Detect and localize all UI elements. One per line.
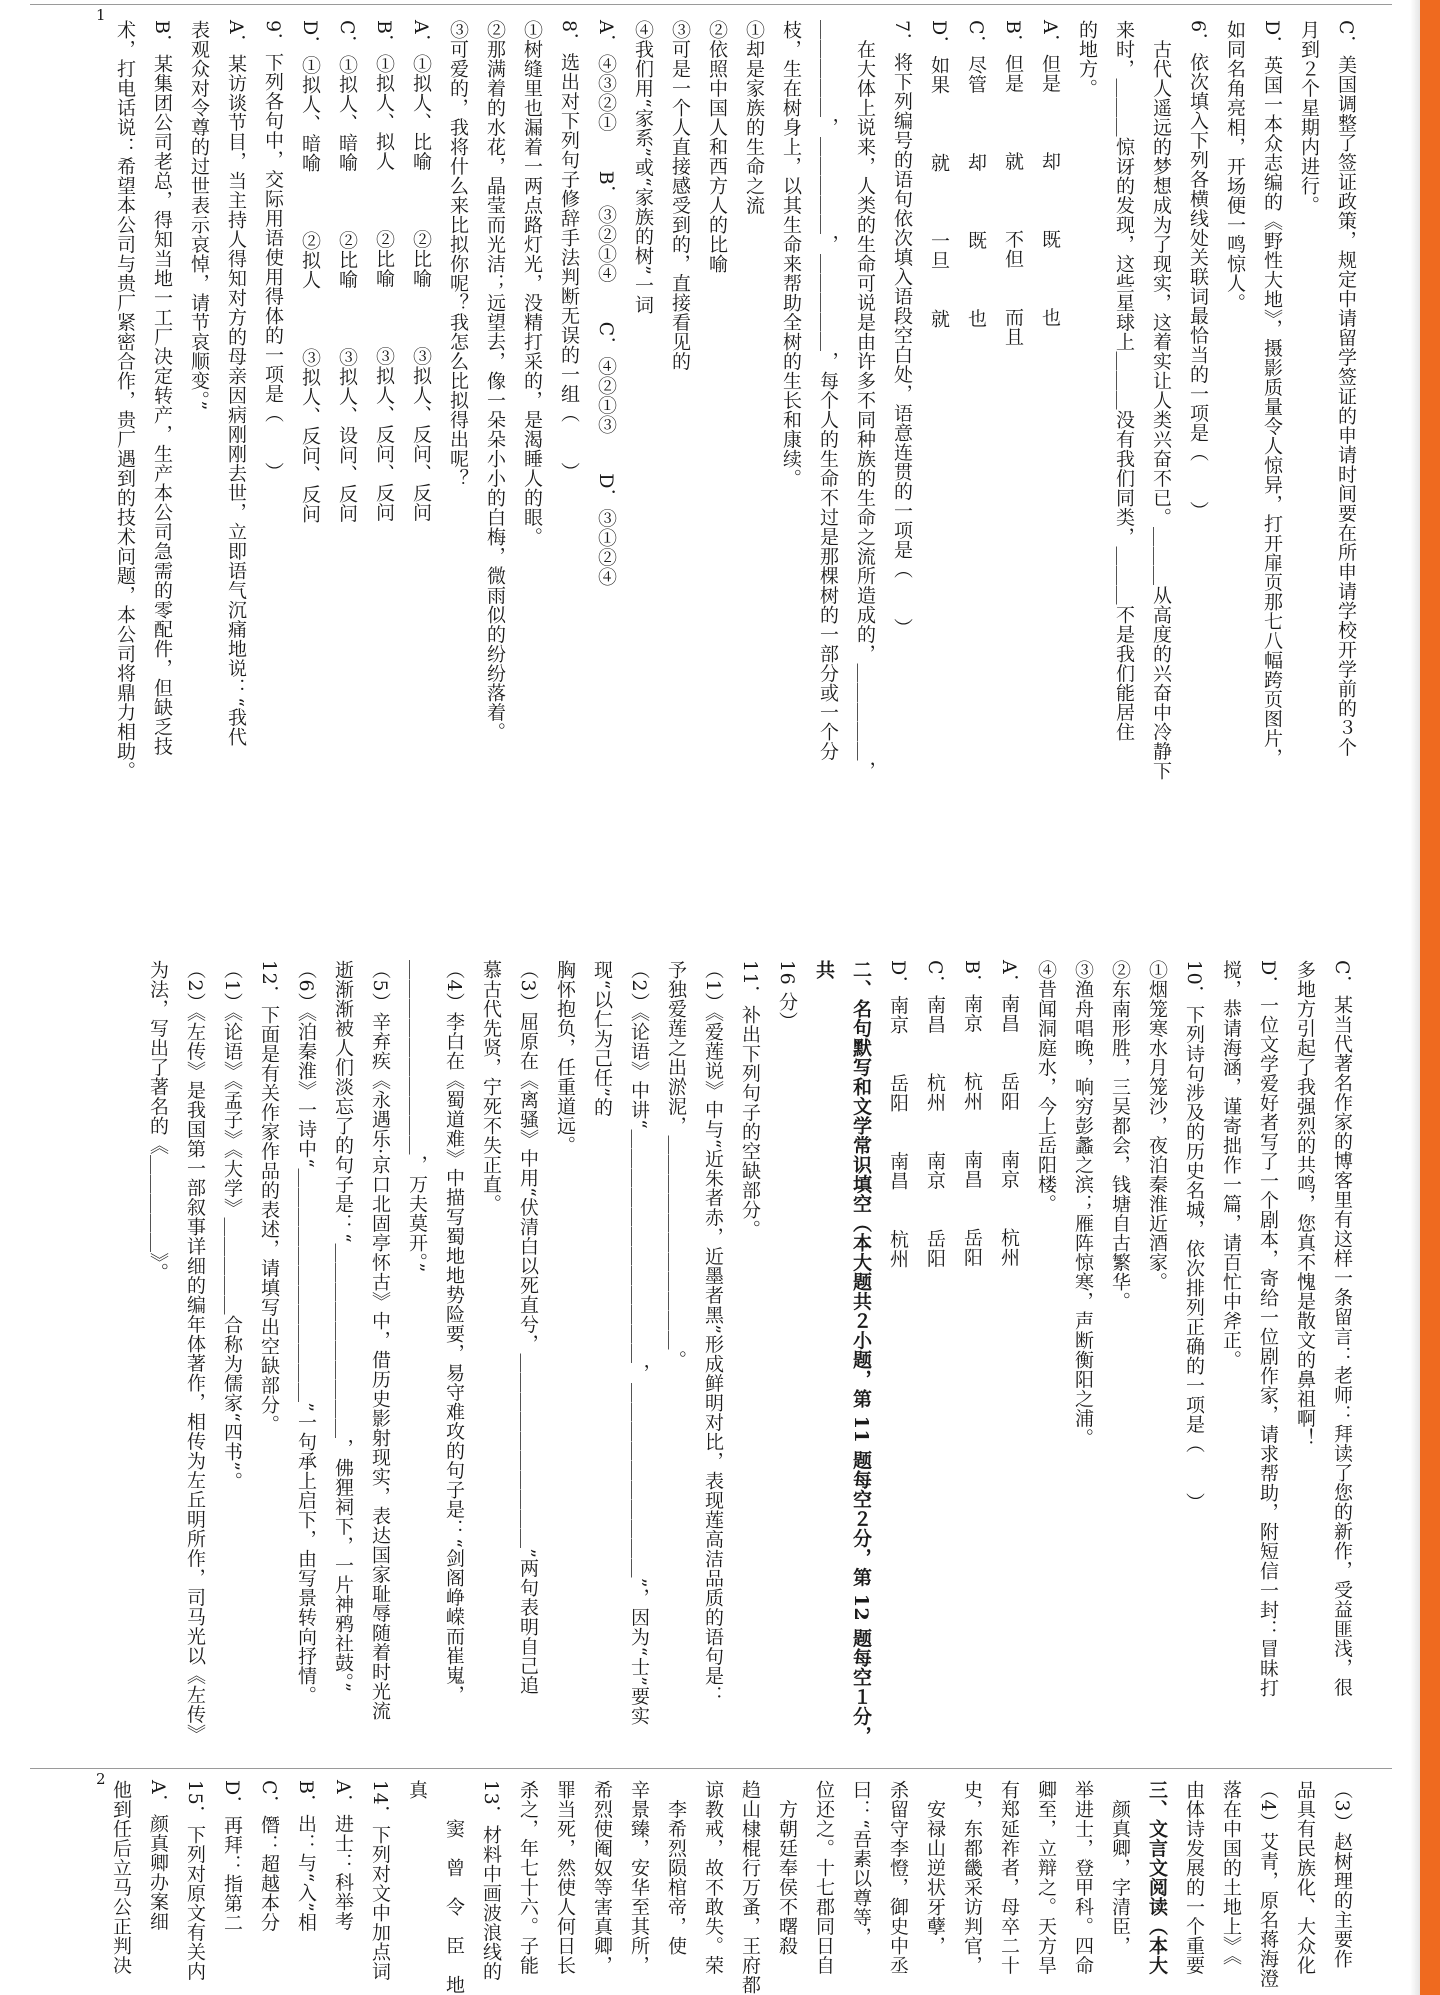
option-line: C．僭：超越本分 [258,1780,280,1932]
text-line: 方朝廷奉侯不曙殺 [776,1780,798,1956]
text-line: 在大体上说来，人类的生命可说是由许多不同种族的生命之流所造成的，＿＿＿＿＿， [854,20,876,781]
text-line: C．美国调整了签证政策，规定中请留学签证的申请时间要在所申请学校开学前的３个 [1335,20,1357,757]
section-3-heading: 三、文言文阅读（本大 [1146,1780,1168,1975]
text-line: 枝，生在树身上，以其生命来帮助全树的生长和康续。 [780,20,802,488]
text-line: 由体诗发展的一个重要 [1183,1780,1205,1975]
text-line: 16 分） [776,960,798,1031]
text-line: 罪当死，然使人何日长 [554,1780,576,1975]
text-line: ②那满着的水花，晶莹而光洁；远望去，像一朵朵小小的白梅，微雨似的纷纷落着。 [484,20,506,742]
text-line: A．某访谈节目，当主持人得知对方的母亲因病刚刚去世，立即语气沉痛地说：“我代 [225,20,247,747]
question-6: 6．依次填入下列各横线处关联词最恰当的一项是（ ） [1187,20,1209,521]
option-line: D．①拟人、暗喻 ②拟人 ③拟人、反问、反问 [299,20,321,524]
text-line: （3）屈原在《离骚》中用“伏清白以死直兮，＿＿＿＿＿＿＿＿＿＿”两句表明自己追 [517,960,539,1696]
text-line: 杀留守李憕，御史中丞 [887,1780,909,1975]
text-line: （1）《论语》《孟子》《大学》＿＿＿＿＿合称为儒家“四书”。 [221,960,243,1492]
text-line: 举进士，登甲科。四命 [1072,1780,1094,1975]
option-line: B．出：与“入”相 [295,1780,317,1932]
option-line: A．④③②① B．③②①④ C．④②①③ D．③①②④ [595,20,617,587]
text-line: 颜真卿，字清臣， [1109,1780,1131,1956]
text-line: （4）李白在《蜀道难》中描写蜀地地势险要，易守难攻的句子是：“剑阁峥嵘而崔嵬， [443,960,465,1705]
option-line: A．南昌 岳阳 南京 杭州 [998,960,1020,1267]
text-line: 位还之。十七郡同日自 [813,1780,835,1975]
option-line: A．①拟人、比喻 ②比喻 ③拟人、反问、反问 [410,20,432,522]
text-line: 窦 曾 令 臣 地 真 [406,1780,465,1995]
text-line: ②东南形胜，三吴都会，钱塘自古繁华。 [1109,960,1131,1311]
text-line: ＿＿＿＿＿＿＿＿＿＿，万夫莫开。” [406,960,428,1273]
option-line: B．但是 就 不但 而且 [1002,20,1024,347]
option-line: D．如果 就 一旦 就 [928,20,950,329]
text-line: ①树缝里也漏着一两点路灯光，没精打采的，是渴睡人的眼。 [521,20,543,547]
text-line: ④昔闻洞庭水，今上岳阳楼。 [1035,960,1057,1214]
text-line: ③可爱的，我将什么来比拟你呢？我怎么比拟得出呢？ [447,20,469,488]
option-line: C．尽管 却 既 也 [965,20,987,328]
option-line: A．颜真卿办案细 [147,1780,169,1931]
question-10: 10．下列诗句涉及的历史名城，依次排列正确的一项是（ ） [1183,960,1205,1512]
option-line: B．南京 杭州 南昌 岳阳 [961,960,983,1267]
text-line: 希烈使阉奴等害真卿， [591,1780,613,1975]
text-line: 慕古代先贤，宁死不失正直。 [480,960,502,1214]
text-line: ②依照中国人和西方人的比喻 [706,20,728,274]
text-line: C．某当代著名作家的博客里有这样一条留言：老师：拜读了您的新作，受益匪浅，很 [1331,960,1353,1697]
text-line: （4）艾青，原名蒋海澄 [1257,1780,1279,1988]
text-line: 史，东都畿采访判官， [961,1780,983,1975]
page1-questions-9-12 [135,960,1360,1760]
page-edge-shadow [1410,0,1420,1995]
section-2-heading: 二、名句默写和文学常识填空（本大题共２小题，第 11 题每空２分，第 12 题每空１分，共 [813,960,872,1746]
page2-partial-column [110,1780,1360,1995]
text-line: D．一位文学爱好者写了一个剧本，寄给一位剧作家，请求帮助，附短信一封：冒昧打 [1257,960,1279,1698]
option-line: D．再拜：指第二 [221,1780,243,1933]
text-line: （3）赵树理的主要作 [1331,1780,1353,1969]
text-line: （6）《泊秦淮》一诗中“＿＿＿＿＿＿＿＿＿＿＿＿”一句承上启下，由写景转向抒情。 [295,960,317,1706]
text-line: 予独爱莲之出淤泥，＿＿＿＿＿＿＿＿＿＿＿。 [665,960,687,1370]
text-line: 为法，写出了著名的《＿＿＿＿＿》。 [147,960,169,1282]
text-line: 的地方。 [1076,20,1098,98]
option-line: A．进士：科举考 [332,1780,354,1931]
text-line: 逝渐渐被人们淡忘了的句子是：“＿＿＿＿＿＿＿＿＿＿，佛狸祠下，一片神鸦社鼓。” [332,960,354,1693]
text-line: B．某集团公司老总，得知当地一工厂决定转产，生产本公司急需的零配件，但缺乏技 [151,20,173,756]
question-14: 14．下列对文中加点词 [369,1780,391,1981]
question-13: 13．材料中画波浪线的 [480,1780,502,1981]
text-line: 李希烈陨棺帝，使 [665,1780,687,1956]
text-line: 品具有民族化、大众化 [1294,1780,1316,1975]
text-line: 落在中国的土地上》《 [1220,1780,1242,1966]
text-line: ＿＿＿＿＿，＿＿＿＿＿，＿＿＿＿＿，每个人的生命不过是那棵树的一部分或一个分 [817,20,839,761]
text-line: ③可是一个人直接感受到的，直接看见的 [669,20,691,371]
question-9: 9．下列各句中，交际用语使用得体的一项是（ ） [262,20,284,482]
text-line: 胸怀抱负，任重道远。 [554,960,576,1155]
question-7: 7．将下列编号的语句依次填入语段空白处，语意连贯的一项是（ ） [891,20,913,638]
option-line: D．南京 岳阳 南昌 杭州 [887,960,909,1269]
text-line: ①烟笼寒水月笼沙，夜泊秦淮近酒家。 [1146,960,1168,1292]
text-line: 有郑延祚者，母卒二十 [998,1780,1020,1975]
option-line: C．①拟人、暗喻 ②比喻 ③拟人、设问、反问 [336,20,358,523]
option-line: A．但是 却 既 也 [1039,20,1061,327]
page-number-1: 1 [96,6,106,24]
top-rule [30,4,1392,5]
text-line: 搅，恭请海涵，谨寄拙作一篇，请百忙中斧正。 [1220,960,1242,1370]
text-line: 卿至，立辩之。天方旱 [1035,1780,1057,1975]
text-line: 杀之，年七十六。子能 [517,1780,539,1975]
question-12: 12．下面是有关作家作品的表述，请填写出空缺部分。 [258,960,280,1434]
text-line: 谅教戒，故不敢失。荣 [702,1780,724,1975]
text-line: （1）《爱莲说》中与“近朱者赤，近墨者黑”形成鲜明对比，表现莲高洁品质的语句是： [702,960,724,1706]
orange-accent-bar [1420,0,1440,1995]
question-15: 15．下列对原文有关内 [184,1780,206,1981]
text-line: 辛景臻，安华至其所， [628,1780,650,1975]
question-11: 11．补出下列句子的空缺部分。 [739,960,761,1239]
page-number-2: 2 [96,1770,106,1788]
page-divider [30,1768,1392,1769]
text-line: 如同名角亮相，开场便一鸣惊人。 [1224,20,1246,313]
text-line: 表观众对令尊的过世表示哀悼，请节哀顺变。” [188,20,210,411]
text-line: （2）《论语》中讲“＿＿＿＿＿＿＿＿＿＿＿＿，＿＿＿＿＿＿＿＿＿＿”，因为“士”要实现“以仁为己任”的 [591,960,650,1726]
text-line: 月到２个星期内进行。 [1298,20,1320,215]
text-line: 趋山棣棍行万蚤，王府都 [739,1780,761,1995]
question-8: 8．选出对下列句子修辞手法判断无误的一组（ ） [558,20,580,482]
text-line: 多地方引起了我强烈的共鸣，您真不愧是散文的鼻祖啊！ [1294,960,1316,1448]
text-line: ①却是家族的生命之流 [743,20,765,215]
text-line: 他到任后立马公正判决 [110,1780,132,1975]
option-line: B．①拟人、拟人 ②比喻 ③拟人、反问、反问 [373,20,395,522]
option-line: C．南昌 杭州 南京 岳阳 [924,960,946,1268]
text-line: ④我们用“家系”或“家族的树”一词 [632,20,654,315]
text-line: ③渔舟唱晚，响穷彭蠡之滨；雁阵惊寒，声断衡阳之浦。 [1072,960,1094,1448]
text-line: （2）《左传》是我国第一部叙事详细的编年体著作，相传为左丘明所作，司马光以《左传》 [184,960,206,1744]
text-line: （5）辛弃疾《永遇乐·京口北固亭怀古》中，借历史影射现实，表达国家耻辱随着时光流 [369,960,391,1721]
text-line: 曰：“吾素以尊等， [850,1780,872,1947]
text-line: 古代人遥远的梦想成为了现实，这着实让人类兴奋不已。＿＿＿从高度的兴奋中冷静下 [1150,20,1172,781]
text-line: 安禄山逆状牙孽， [924,1780,946,1956]
text-line: 术，打电话说：希望本公司与贵厂紧密合作，贵厂遇到的技术问题，本公司将鼎力相助。 [114,20,136,781]
text-line: 来时，＿＿＿惊讶的发现，这些星球上＿＿＿没有我们同类，＿＿＿不是我们能居住 [1113,20,1135,742]
text-line: D．英国一本众志编的《野性大地》，摄影质量令人惊异，打开扉页那七八幅跨页图片， [1261,20,1283,768]
